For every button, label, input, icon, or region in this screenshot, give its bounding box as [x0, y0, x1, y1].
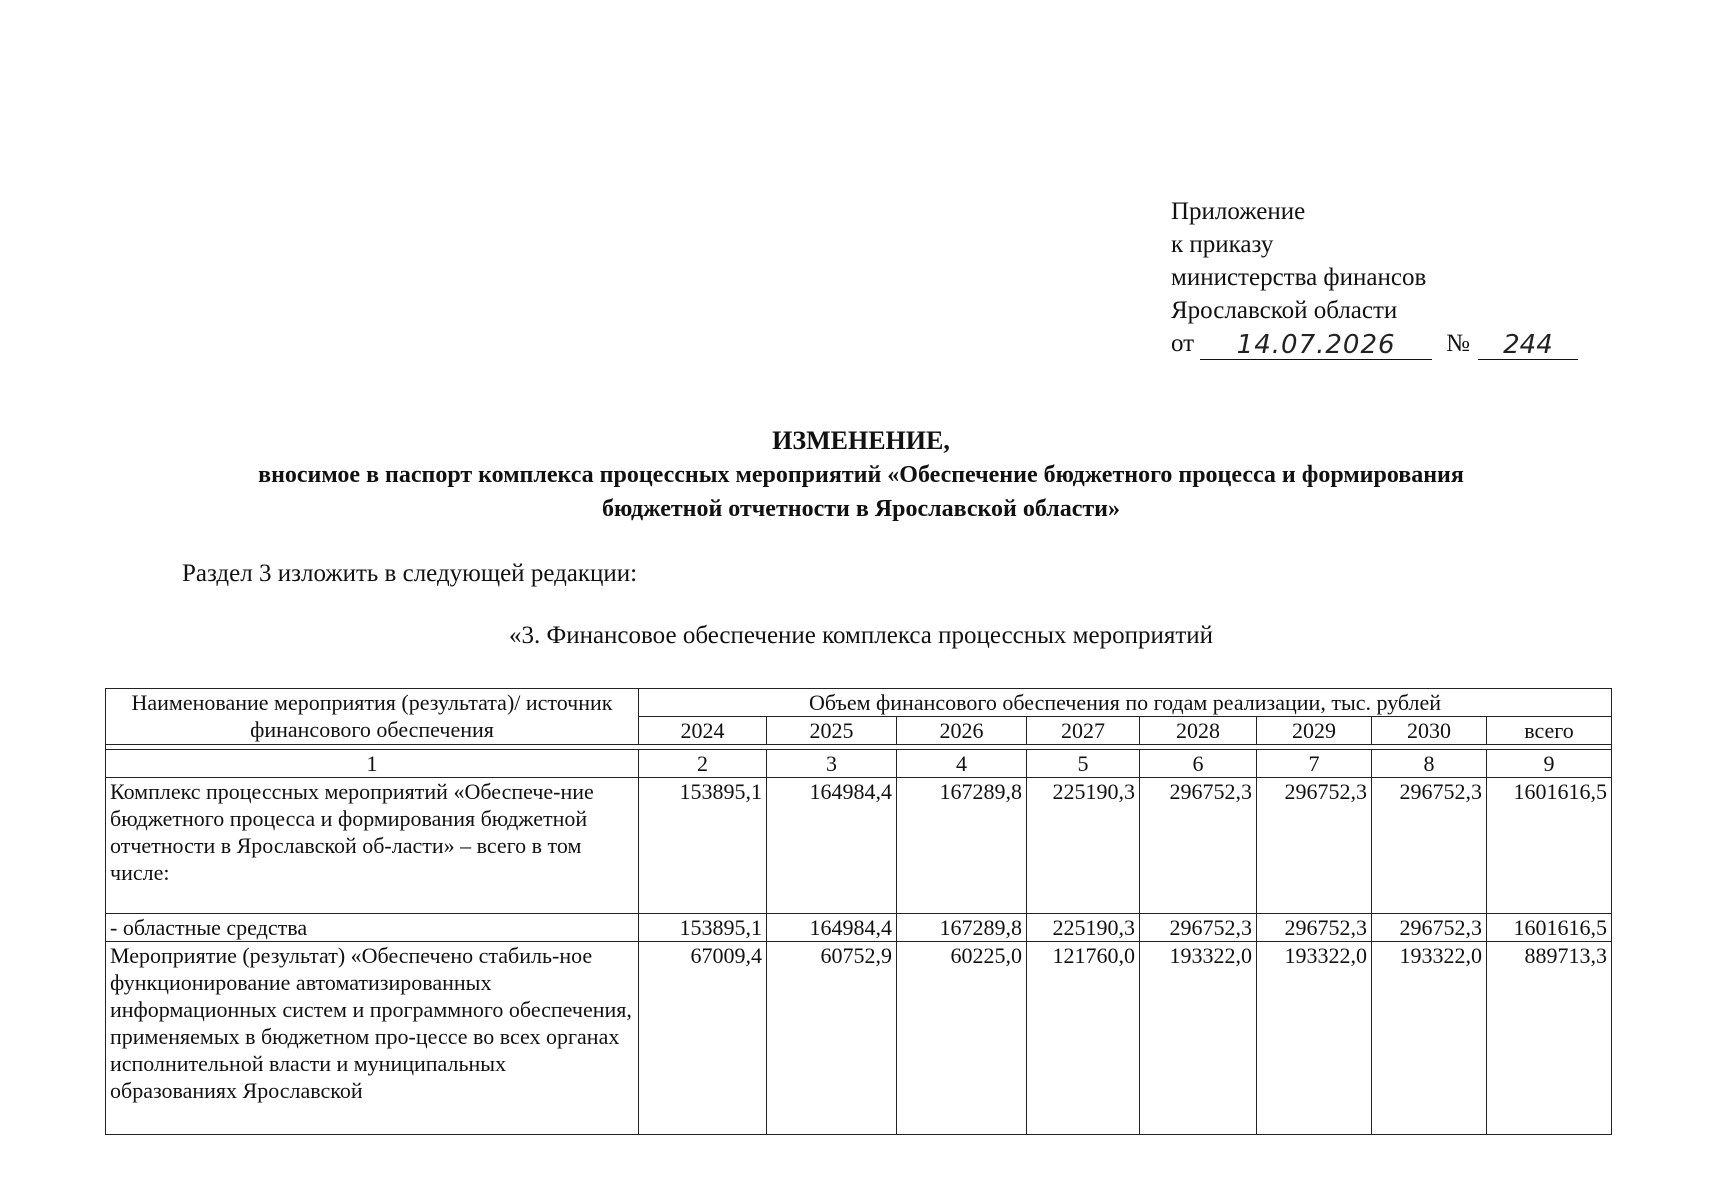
- title-main: ИЗМЕНЕНИЕ,: [772, 426, 950, 455]
- row-value: 193322,0: [1257, 942, 1372, 1135]
- column-number: 1: [106, 750, 639, 778]
- row-value: 67009,4: [639, 942, 767, 1135]
- title-sub-line2: бюджетной отчетности в Ярославской области»: [602, 496, 1120, 522]
- row-value: 60225,0: [897, 942, 1027, 1135]
- document-title: [100, 424, 1622, 526]
- year-cell: 2026: [897, 717, 1027, 745]
- year-total-cell: всего: [1487, 717, 1612, 745]
- row-value: 153895,1: [639, 778, 767, 914]
- row-value: 193322,0: [1140, 942, 1257, 1135]
- row-total: 889713,3: [1487, 942, 1612, 1135]
- column-number: 9: [1487, 750, 1612, 778]
- table-header-row: [106, 689, 1612, 717]
- row-value: 225190,3: [1027, 914, 1140, 942]
- year-cell: 2028: [1140, 717, 1257, 745]
- row-value: 296752,3: [1140, 914, 1257, 942]
- row-total: 1601616,5: [1487, 914, 1612, 942]
- header-volume-cell: Объем финансового обеспечения по годам реализации, тыс. рублей: [639, 689, 1612, 717]
- appendix-line: министерства финансов: [1171, 264, 1427, 291]
- title-sub-line1: вносимое в паспорт комплекса процессных мероприятий «Обеспечение бюджетного процесса и формирования: [258, 462, 1464, 488]
- year-cell: 2030: [1372, 717, 1487, 745]
- row-value: 225190,3: [1027, 778, 1140, 914]
- row-value: 164984,4: [767, 914, 897, 942]
- handwritten-number: 244: [1478, 331, 1578, 360]
- year-cell: 2025: [767, 717, 897, 745]
- date-prefix: от: [1171, 330, 1195, 357]
- row-name: Комплекс процессных мероприятий «Обеспече-ние бюджетного процесса и формирования бюджетной отчетности в Ярославской об-ласти» – всего в том числе:: [106, 778, 639, 914]
- column-number: 4: [897, 750, 1027, 778]
- row-name: - областные средства: [106, 914, 639, 942]
- year-cell: 2029: [1257, 717, 1372, 745]
- row-value: 164984,4: [767, 778, 897, 914]
- column-number: 8: [1372, 750, 1487, 778]
- table-row: [106, 914, 1612, 942]
- column-number: 2: [639, 750, 767, 778]
- row-value: 121760,0: [1027, 942, 1140, 1135]
- number-prefix: №: [1446, 330, 1470, 357]
- row-value: 296752,3: [1140, 778, 1257, 914]
- header-name-cell: Наименование мероприятия (результата)/ источник финансового обеспечения: [106, 689, 639, 745]
- appendix-line: Ярославской области: [1171, 297, 1398, 324]
- appendix-line: Приложение: [1171, 198, 1306, 225]
- table-row: [106, 942, 1612, 1135]
- financing-table: [105, 688, 1612, 1135]
- column-number-row: [106, 750, 1612, 778]
- year-cell: 2024: [639, 717, 767, 745]
- order-date-number: [1171, 327, 1578, 360]
- table-row: [106, 778, 1612, 914]
- appendix-line: к приказу: [1171, 231, 1274, 258]
- row-value: 296752,3: [1257, 778, 1372, 914]
- appendix-block: [1171, 195, 1578, 360]
- row-value: 167289,8: [897, 778, 1027, 914]
- row-total: 1601616,5: [1487, 778, 1612, 914]
- row-value: 193322,0: [1372, 942, 1487, 1135]
- row-value: 296752,3: [1372, 778, 1487, 914]
- handwritten-date: 14.07.2026: [1200, 331, 1432, 360]
- section-instruction: Раздел 3 изложить в следующей редакции:: [182, 560, 638, 587]
- row-name: Мероприятие (результат) «Обеспечено стабиль-ное функционирование автоматизированных информационных систем и программного обеспечения, применяемых в бюджетном про-цессе во всех органах исполнительной власти и муниципальных образованиях Ярославской: [106, 942, 639, 1135]
- row-value: 296752,3: [1372, 914, 1487, 942]
- row-value: 167289,8: [897, 914, 1027, 942]
- column-number: 7: [1257, 750, 1372, 778]
- column-number: 5: [1027, 750, 1140, 778]
- table-title: «3. Финансовое обеспечение комплекса процессных мероприятий: [508, 622, 1214, 649]
- row-value: 153895,1: [639, 914, 767, 942]
- year-cell: 2027: [1027, 717, 1140, 745]
- row-value: 60752,9: [767, 942, 897, 1135]
- column-number: 6: [1140, 750, 1257, 778]
- row-value: 296752,3: [1257, 914, 1372, 942]
- column-number: 3: [767, 750, 897, 778]
